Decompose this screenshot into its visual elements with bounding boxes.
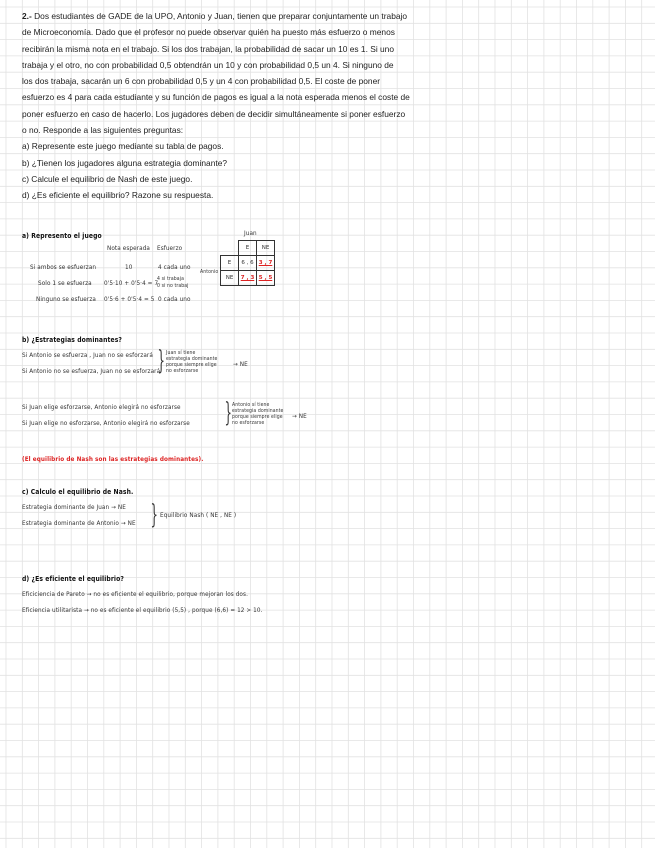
arrow-result: → NE — [233, 361, 248, 368]
question-d: d) ¿Es eficiente el equilibrio? Razone su respuesta. — [22, 190, 214, 201]
reasoning-line: Eficiciencia de Pareto → no es eficiente el equilibrio, porque mejoran los dos. — [22, 591, 248, 598]
statement-line: 2.- Dos estudiantes de GADE de la UPO, Antonio y Juan, tienen que preparar conjuntamente un trabajo — [22, 11, 408, 21]
row-label: Ninguno se esfuerza — [36, 296, 97, 303]
esfuerzo-value: 0 cada uno — [158, 296, 191, 303]
statement-line: poner esfuerzo en caso de hacerlo. Los jugadores deben de decidir simultáneamente si poner esfuerzo — [22, 108, 406, 119]
reasoning-line: Eficiencia utilitarista → no es eficiente el equilibrio (5,5) , porque (6,6) = 12 > 10. — [22, 607, 263, 614]
esfuerzo-value: 4 si trabaja — [157, 276, 184, 282]
matrix-col-header: E — [239, 241, 257, 256]
matrix-corner — [221, 241, 239, 256]
part-b-heading: b) ¿Estrategias dominantes? — [22, 336, 123, 344]
col-nota-esperada: Nota esperada — [107, 245, 150, 252]
statement-line: recibirán la misma nota en el trabajo. Si los dos trabajan, la probabilidad de sacar un 10 es 1. Si uno — [22, 43, 394, 54]
brace-icon: } — [224, 398, 232, 428]
reasoning-line: Estrategia dominante de Antonio → NE — [22, 520, 136, 527]
problem-number: 2.- — [22, 11, 32, 21]
nash-result: Equilibrio Nash ( NE , NE ) — [160, 512, 237, 519]
payoff-matrix — [220, 240, 275, 286]
statement-line: de Microeconomía. Dado que el profesor no puede observar quién ha puesto más esfuerzo o menos — [22, 27, 395, 38]
part-c-heading: c) Calculo el equilibrio de Nash. — [22, 488, 134, 496]
arrow-result: → NE — [292, 413, 307, 420]
nota-value: 0'5·6 + 0'5·4 = 5 — [104, 296, 155, 303]
reasoning-line: Si Antonio no se esfuerza, Juan no se esforzará — [22, 368, 161, 375]
matrix-row-player: Antonio — [200, 269, 219, 275]
nash-note: (El equilibrio de Nash son las estrategias dominantes). — [22, 456, 204, 463]
problem-statement — [22, 8, 410, 204]
esfuerzo-value: 4 cada uno — [158, 264, 191, 271]
brace-icon: } — [157, 346, 165, 376]
matrix-col-player: Juan — [244, 230, 257, 237]
matrix-row-header: E — [221, 256, 239, 271]
col-esfuerzo: Esfuerzo — [157, 245, 183, 252]
matrix-cell: 3 , 7 — [257, 256, 275, 271]
brace-icon: } — [150, 500, 158, 530]
statement-line: esfuerzo es 4 para cada estudiante y su función de pagos es igual a la nota esperada menos el coste de — [22, 92, 410, 103]
statement-line: trabaja y el otro, no con probabilidad 0,5 obtendrán un 10 y con probabilidad 0,5 un 4. Si ninguno de — [22, 59, 394, 70]
matrix-col-header: NE — [257, 241, 275, 256]
question-c: c) Calcule el equilibrio de Nash de este juego. — [22, 173, 193, 184]
row-label: Si ambos se esfuerzan — [30, 264, 97, 271]
matrix-cell: 5 , 5 — [257, 271, 275, 286]
matrix-cell: 6 , 6 — [239, 256, 257, 271]
row-label: Solo 1 se esfuerza — [38, 280, 92, 287]
reasoning-line: Si Antonio se esfuerza , Juan no se esforzará — [22, 352, 153, 359]
matrix-row-header: NE — [221, 271, 239, 286]
reasoning-line: Estrategia dominante de Juan → NE — [22, 504, 126, 511]
statement-line: los dos trabaja, sacarán un 6 con probabilidad 0,5 y un 4 con probabilidad 0,5. El coste de poner — [22, 76, 381, 87]
reasoning-line: Si Juan elige no esforzarse, Antonio elegirá no esforzarse — [22, 420, 190, 427]
conclusion: Juan sí tiene estrategia dominante porque siempre elige no esforzarse — [166, 350, 218, 374]
esfuerzo-value: 0 si no trabaj — [157, 283, 189, 289]
matrix-cell: 7 , 3 — [239, 271, 257, 286]
nota-value: 10 — [125, 264, 133, 271]
statement-line: o no. Responde a las siguientes preguntas: — [22, 125, 184, 136]
part-d-heading: d) ¿Es eficiente el equilibrio? — [22, 575, 124, 583]
conclusion: Antonio sí tiene estrategia dominante porque siempre elige no esforzarse — [232, 402, 284, 426]
question-b: b) ¿Tienen los jugadores alguna estrategia dominante? — [22, 157, 228, 168]
nota-value: 0'5·10 + 0'5·4 = 7 — [104, 280, 159, 287]
question-a: a) Represente este juego mediante su tabla de pagos. — [22, 141, 224, 152]
part-a-heading: a) Represento el juego — [22, 232, 102, 240]
reasoning-line: Si Juan elige esforzarse, Antonio elegirá no esforzarse — [22, 404, 181, 411]
